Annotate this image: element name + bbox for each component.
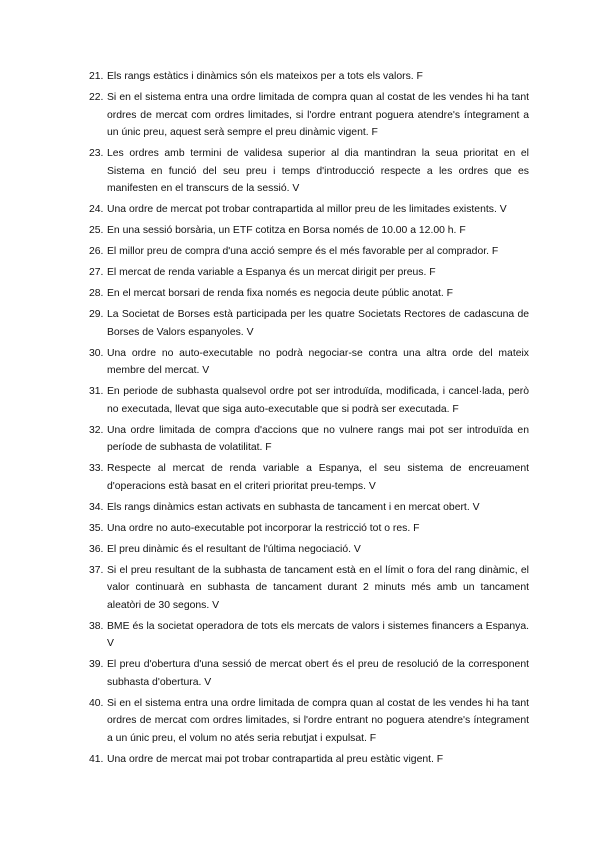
list-item [89,306,529,341]
item-text: En una sessió borsària, un ETF cotitza en Borsa només de 10.00 a 12.00 h. F [107,225,466,236]
item-number: 33. [89,463,104,474]
item-text: Una ordre no auto-executable pot incorporar la restricció tot o res. F [107,522,420,534]
list-item [89,520,529,538]
list-item [89,541,529,559]
item-number: 30. [89,347,104,359]
item-text: El mercat de renda variable a Espanya és un mercat dirigit per preus. F [107,267,436,278]
item-number: 36. [89,543,104,555]
item-text: En el mercat borsari de renda fixa només es negocia deute públic anotat. F [107,288,453,299]
item-text: El preu d'obertura d'una sessió de mercat obert és el preu de resolució de la corresponent subhasta d'obertura. V [107,659,529,688]
item-text: Una ordre de mercat mai pot trobar contrapartida al preu estàtic vigent. F [107,753,444,765]
list-item [89,695,529,748]
item-number: 23. [89,148,104,159]
item-number: 34. [89,501,104,513]
item-text: En periode de subhasta qualsevol ordre pot ser introduïda, modificada, i cancel·lada, però no executada, llevat que siga auto-executable que si podrà ser executada. F [107,386,529,415]
item-number: 25. [89,225,104,236]
list-item [89,499,529,517]
list-item [89,751,529,769]
list-item [89,222,529,240]
item-number: 26. [89,246,104,257]
item-number: 29. [89,309,104,320]
list-item [89,656,529,691]
item-text: La Societat de Borses està participada per les quatre Societats Rectores de cadascuna de Borses de Valors espanyoles. V [107,309,529,338]
item-text: Respecte al mercat de renda variable a Espanya, el seu sistema de encreuament d'operacions està basat en el criteri prioritat preu-temps. V [107,463,529,492]
item-text: Si el preu resultant de la subhasta de tancament està en el límit o fora del rang dinàmic, el valor continuarà en subhasta de tancament durant 2 minuts més amb un tancament aleatòri de 30 segons. V [107,564,529,611]
list-item [89,243,529,261]
item-text: Si en el sistema entra una ordre limitada de compra quan al costat de les vendes hi ha tant ordres de mercat com ordres limitades, si l'ordre entrant poguera atendre's íntegrament a un únic preu, aquest serà sempre el preu dinàmic vigent. F [107,92,529,138]
item-text: El millor preu de compra d'una acció sempre és el més favorable per al comprador. F [107,246,499,257]
list-item [89,89,529,142]
list-item [89,383,529,418]
list-item [89,345,529,380]
item-number: 32. [89,424,104,436]
list-item [89,68,529,86]
list-item [89,264,529,282]
item-text: Els rangs dinàmics estan activats en subhasta de tancament i en mercat obert. V [107,501,480,513]
item-number: 24. [89,204,104,215]
list-item [89,145,529,198]
list-item [89,562,529,615]
list-item [89,460,529,495]
list-item [89,618,529,653]
item-text: El preu dinàmic és el resultant de l'última negociació. V [107,543,361,555]
item-text: Una ordre no auto-executable no podrà negociar-se contra una altra orde del mateix membre del mercat. V [107,347,529,376]
item-number: 37. [89,564,104,576]
list-item [89,285,529,303]
item-number: 21. [89,71,104,82]
item-number: 38. [89,620,104,632]
item-number: 28. [89,288,104,299]
item-text: Els rangs estàtics i dinàmics són els mateixos per a tots els valors. F [107,71,423,82]
item-number: 35. [89,522,104,534]
item-number: 27. [89,267,104,278]
item-number: 39. [89,659,104,670]
item-text: Si en el sistema entra una ordre limitada de compra quan al costat de les vendes hi ha tant ordres de mercat com ordres limitades, si l'ordre entrant no poguera atendre's íntegrament a un únic preu, el volum no atés seria rebutjat i expulsat. F [107,697,529,744]
list-item [89,201,529,219]
item-number: 40. [89,697,104,709]
question-list [89,68,529,772]
item-text: Una ordre de mercat pot trobar contrapartida al millor preu de les limitades existents. V [107,204,507,215]
item-text: BME és la societat operadora de tots els mercats de valors i sistemes financers a Espanya. V [107,620,529,649]
item-number: 22. [89,92,104,103]
item-text: Les ordres amb termini de validesa superior al dia mantindran la seua prioritat en el Sistema en funció del seu preu i temps d'introducció respecte a les ordres que es manifesten en el transcurs de la sessió. V [107,148,529,194]
item-number: 41. [89,753,104,765]
item-text: Una ordre limitada de compra d'accions que no vulnere rangs mai pot ser introduïda en període de subhasta de volatilitat. F [107,424,529,453]
item-number: 31. [89,386,104,397]
list-item [89,422,529,457]
